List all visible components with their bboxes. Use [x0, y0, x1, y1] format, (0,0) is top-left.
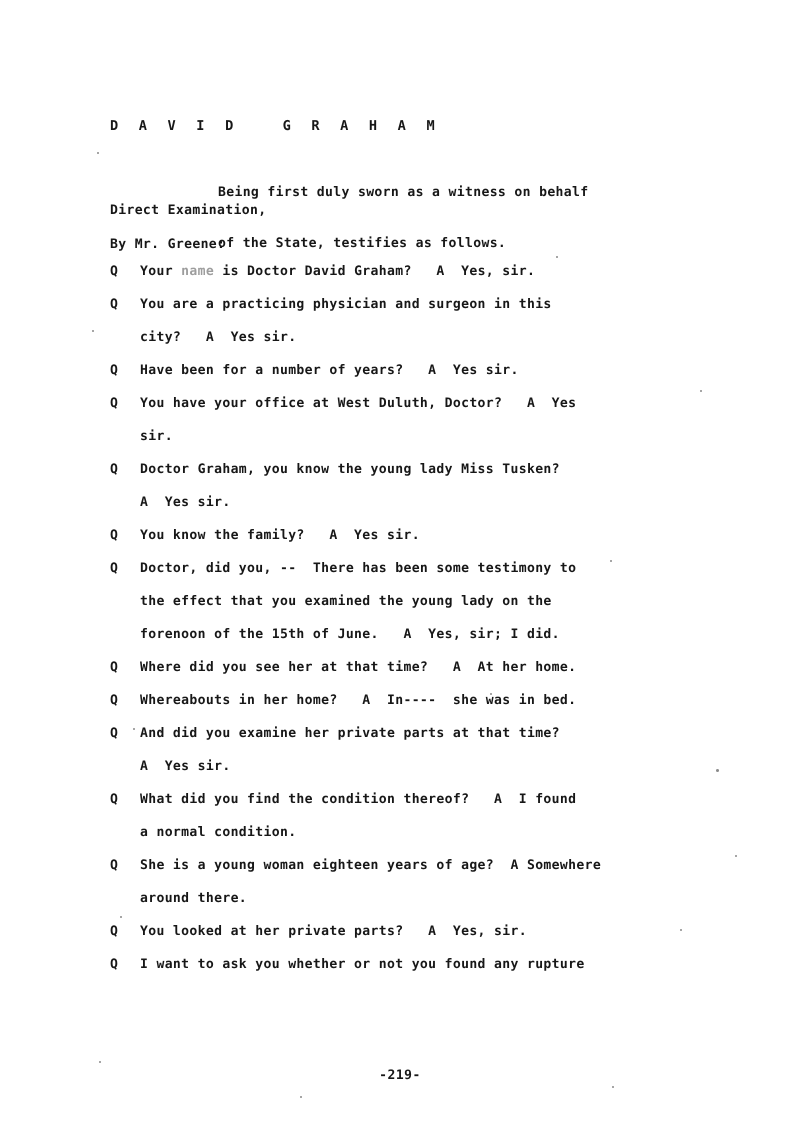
qa-line-text: Your name is Doctor David Graham? A Yes, sir.: [140, 264, 536, 279]
qa-marker: Q: [110, 396, 119, 411]
examination-type-label: Direct Examination,: [110, 203, 267, 218]
qa-line-text: I want to ask you whether or not you found any rupture: [140, 957, 585, 972]
qa-marker: Q: [110, 528, 119, 543]
qa-marker: Q: [110, 462, 119, 477]
qa-entry-line: [110, 660, 750, 693]
qa-continuation-line: [110, 825, 750, 858]
sworn-statement-line: of the State, testifies as follows.: [218, 236, 507, 251]
qa-line-text: sir.: [140, 429, 173, 444]
qa-line-text: Whereabouts in her home? A In---- she was in bed.: [140, 693, 577, 708]
qa-entry-line: [110, 924, 750, 957]
sworn-statement-line: Being first duly sworn as a witness on behalf: [218, 185, 589, 200]
qa-continuation-line: [110, 594, 750, 627]
qa-entry-line: [110, 561, 750, 594]
qa-line-text: You know the family? A Yes sir.: [140, 528, 420, 543]
scan-speck: [97, 152, 99, 154]
page-number: -219-: [379, 1068, 421, 1083]
qa-line-text: And did you examine her private parts at that time?: [140, 726, 560, 741]
faint-struck-text: name: [181, 264, 215, 279]
qa-line-text: What did you find the condition thereof? A I found: [140, 792, 577, 807]
qa-line-text: Doctor Graham, you know the young lady Miss Tusken?: [140, 462, 560, 477]
qa-line-text: forenoon of the 15th of June. A Yes, sir; I did.: [140, 627, 560, 642]
qa-marker: Q: [110, 693, 119, 708]
qa-entry-line: [110, 957, 750, 990]
scan-speck: [300, 1096, 302, 1098]
qa-line-text: Have been for a number of years? A Yes sir.: [140, 363, 519, 378]
qa-entry-line: [110, 396, 750, 429]
examiner-label: By Mr. Greene:: [110, 237, 226, 252]
qa-marker: Q: [110, 924, 119, 939]
qa-line-text: around there.: [140, 891, 248, 906]
qa-continuation-line: [110, 429, 750, 462]
qa-line-text: A Yes sir.: [140, 759, 231, 774]
qa-entry-line: [110, 858, 750, 891]
qa-marker: Q: [110, 363, 119, 378]
qa-line-text: the effect that you examined the young lady on the: [140, 594, 552, 609]
qa-line-text: Doctor, did you, -- There has been some testimony to: [140, 561, 577, 576]
qa-entry-line: [110, 693, 750, 726]
qa-entry-line: [110, 462, 750, 495]
qa-line-text: A Yes sir.: [140, 495, 231, 510]
qa-line-text: You have your office at West Duluth, Doctor? A Yes: [140, 396, 577, 411]
qa-line-text: She is a young woman eighteen years of age? A Somewhere: [140, 858, 602, 873]
qa-line-text: You are a practicing physician and surgeon in this: [140, 297, 552, 312]
qa-continuation-line: [110, 627, 750, 660]
qa-continuation-line: [110, 891, 750, 924]
qa-transcript-body: [110, 264, 750, 990]
qa-marker: Q: [110, 561, 119, 576]
qa-entry-line: [110, 297, 750, 330]
qa-marker: Q: [110, 264, 119, 279]
qa-line-text: city? A Yes sir.: [140, 330, 297, 345]
qa-line-text: You looked at her private parts? A Yes, sir.: [140, 924, 527, 939]
qa-marker: Q: [110, 660, 119, 675]
qa-entry-line: [110, 363, 750, 396]
qa-continuation-line: [110, 330, 750, 363]
qa-continuation-line: [110, 759, 750, 792]
qa-entry-line: [110, 726, 750, 759]
qa-marker: Q: [110, 297, 119, 312]
qa-marker: Q: [110, 957, 119, 972]
qa-marker: Q: [110, 792, 119, 807]
qa-marker: Q: [110, 726, 119, 741]
qa-entry-line: [110, 264, 750, 297]
scan-speck: [99, 1061, 101, 1063]
scan-speck: [612, 1086, 614, 1088]
qa-marker: Q: [110, 858, 119, 873]
qa-entry-line: [110, 528, 750, 561]
qa-continuation-line: [110, 495, 750, 528]
qa-line-text: Where did you see her at that time? A At her home.: [140, 660, 577, 675]
witness-name-heading: D A V I D G R A H A M: [110, 118, 441, 134]
qa-entry-line: [110, 792, 750, 825]
scan-speck: [92, 330, 94, 332]
qa-line-text: a normal condition.: [140, 825, 297, 840]
